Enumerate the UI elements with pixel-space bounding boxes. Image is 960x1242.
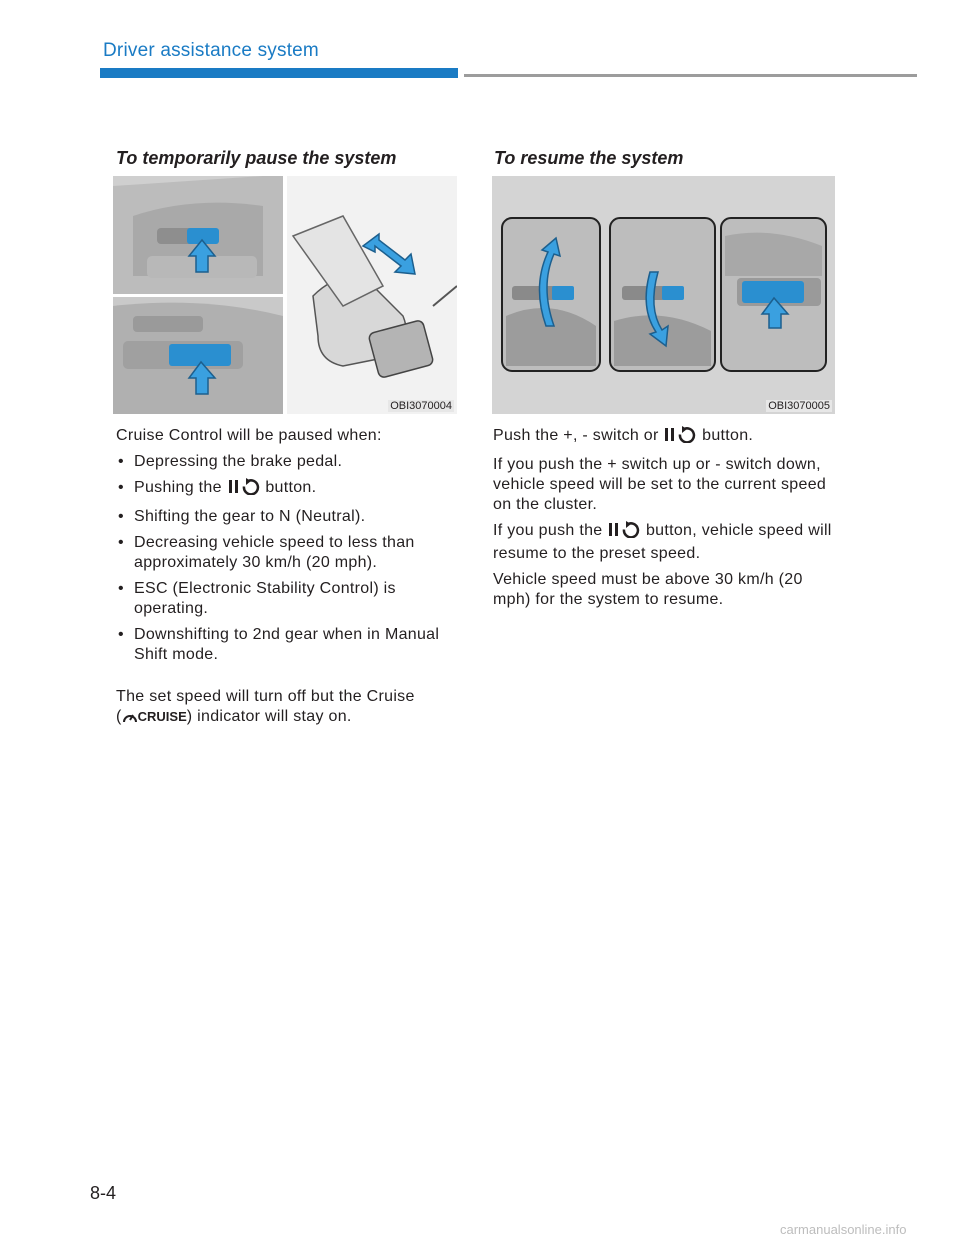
list-item: • ESC (Electronic Stability Control) is operating.: [118, 580, 396, 617]
list-item: • Shifting the gear to N (Neutral).: [118, 508, 366, 525]
header-rule: [464, 74, 917, 77]
watermark: carmanualsonline.info: [780, 1222, 907, 1237]
header-title: Driver assistance system: [103, 40, 319, 61]
pause-resume-icon: [607, 521, 641, 544]
cruise-speedometer-icon: [122, 710, 138, 730]
figure-code: OBI3070004: [390, 400, 452, 412]
list-item: • Downshifting to 2nd gear when in Manual Shift mode.: [118, 626, 440, 663]
list-item: • Depressing the brake pedal.: [118, 453, 343, 470]
list-item: • Decreasing vehicle speed to less than approximately 30 km/h (20 mph).: [118, 534, 415, 571]
figure-pause-system: [113, 176, 457, 414]
resume-p3: If you push the button, vehicle speed will resume to the preset speed.: [493, 522, 832, 562]
left-section-title: To temporarily pause the system: [116, 148, 397, 168]
pause-intro: Cruise Control will be paused when:: [116, 427, 382, 444]
list-item: • Pushing the button.: [116, 478, 461, 501]
page-number: 8-4: [90, 1183, 117, 1203]
figure-code: OBI3070005: [768, 400, 830, 412]
figure-resume-system: [492, 176, 835, 414]
header-accent-bar: [100, 68, 458, 78]
resume-p2: If you push the + switch up or - switch down, vehicle speed will be set to the current speed on the cluster.: [493, 456, 827, 513]
resume-p1: Push the +, - switch or button.: [493, 426, 838, 449]
left-text-column: [116, 426, 461, 736]
right-text-column: [493, 426, 838, 616]
pause-conditions-list: [116, 452, 461, 665]
pause-resume-icon: [227, 478, 261, 501]
pause-resume-icon: [663, 426, 697, 449]
resume-p4: Vehicle speed must be above 30 km/h (20 mph) for the system to resume.: [493, 571, 803, 608]
pause-outro: The set speed will turn off but the Cruise ( CRUISE) indicator will stay on.: [116, 687, 461, 730]
right-section-title: To resume the system: [494, 148, 684, 168]
